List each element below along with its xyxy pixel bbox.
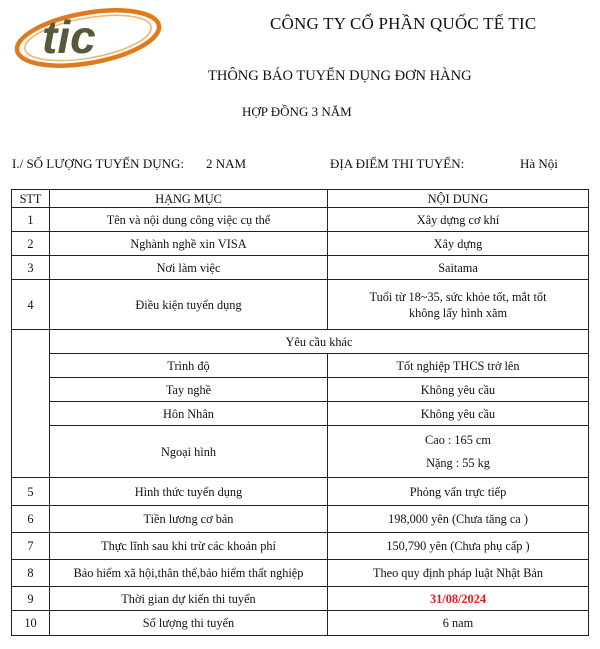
row-item: Điều kiện tuyển dụng — [50, 280, 328, 330]
table-row — [12, 232, 589, 256]
row-item: Thực lĩnh sau khi trừ các khoản phí — [50, 533, 328, 560]
row-content: Phỏng vấn trực tiếp — [328, 478, 589, 506]
table-row — [12, 533, 589, 560]
company-name: CÔNG TY CỔ PHẦN QUỐC TẾ TIC — [270, 14, 537, 33]
row-item: Tay nghề — [50, 378, 328, 402]
other-requirements-row — [12, 330, 589, 354]
row-stt: 7 — [12, 533, 50, 560]
row-stt: 1 — [12, 208, 50, 232]
content-line: Tuổi từ 18~35, sức khỏe tốt, mắt tốt — [369, 289, 547, 304]
company-logo — [8, 2, 162, 72]
row-item: Trình độ — [50, 354, 328, 378]
header-stt: STT — [12, 190, 50, 208]
row-content: Saitama — [328, 256, 589, 280]
row-content: 6 nam — [328, 611, 589, 636]
table-row — [12, 478, 589, 506]
row-content: Tốt nghiệp THCS trở lên — [328, 354, 589, 378]
content-line: không lấy hình xăm — [408, 305, 508, 320]
row-content: 198,000 yên (Chưa tăng ca ) — [328, 506, 589, 533]
table-row — [12, 208, 589, 232]
row-content: Không yêu cầu — [328, 378, 589, 402]
row-item: Hôn Nhân — [50, 402, 328, 426]
row-stt: 4 — [12, 280, 50, 330]
row-content: 150,790 yên (Chưa phụ cấp ) — [328, 533, 589, 560]
notice-title: THÔNG BÁO TUYỂN DỤNG ĐƠN HÀNG — [208, 68, 472, 84]
location-value: Hà Nội — [520, 156, 558, 171]
row-item: Tên và nội dung công việc cụ thể — [50, 208, 328, 232]
row-stt: 2 — [12, 232, 50, 256]
row-item: Số lượng thi tuyển — [50, 611, 328, 636]
row-stt: 8 — [12, 560, 50, 587]
table-row — [12, 378, 589, 402]
table-row — [12, 426, 589, 478]
row-stt-empty — [12, 330, 50, 478]
header-content: NỘI DUNG — [328, 190, 589, 208]
other-requirements-title: Yêu cầu khác — [50, 330, 589, 354]
row-stt: 6 — [12, 506, 50, 533]
header-item: HẠNG MỤC — [50, 190, 328, 208]
row-item: Hình thức tuyển dụng — [50, 478, 328, 506]
row-stt: 9 — [12, 587, 50, 611]
row-content: Không yêu cầu — [328, 402, 589, 426]
row-content — [328, 280, 589, 330]
table-row — [12, 256, 589, 280]
row-item: Bảo hiểm xã hội,thân thể,bảo hiểm thất nghiệp — [50, 560, 328, 587]
table-header-row — [12, 190, 589, 208]
row-item: Nơi làm việc — [50, 256, 328, 280]
table-row — [12, 354, 589, 378]
table-row — [12, 280, 589, 330]
row-item: Thời gian dự kiến thi tuyển — [50, 587, 328, 611]
row-stt: 5 — [12, 478, 50, 506]
quantity-label: I./ SỐ LƯỢNG TUYỂN DỤNG: — [12, 156, 184, 171]
row-content: Xây dựng cơ khí — [328, 208, 589, 232]
exam-date: 31/08/2024 — [328, 587, 589, 611]
contract-term: HỢP ĐỒNG 3 NĂM — [242, 104, 352, 119]
table-row — [12, 402, 589, 426]
table-row — [12, 560, 589, 587]
content-line: Nặng : 55 kg — [426, 456, 490, 470]
row-stt: 3 — [12, 256, 50, 280]
table-row — [12, 611, 589, 636]
table-row — [12, 587, 589, 611]
content-line: Cao : 165 cm — [425, 433, 491, 447]
row-item: Nghành nghề xin VISA — [50, 232, 328, 256]
row-item: Ngoại hình — [50, 426, 328, 478]
row-content — [328, 426, 589, 478]
row-item: Tiền lương cơ bản — [50, 506, 328, 533]
svg-text:tic: tic — [42, 11, 96, 63]
row-content: Xây dựng — [328, 232, 589, 256]
location-label: ĐỊA ĐIỂM THI TUYỂN: — [330, 156, 465, 171]
quantity-value: 2 NAM — [206, 156, 247, 171]
table-row — [12, 506, 589, 533]
row-content: Theo quy định pháp luật Nhật Bản — [328, 560, 589, 587]
recruitment-table — [11, 189, 589, 636]
row-stt: 10 — [12, 611, 50, 636]
